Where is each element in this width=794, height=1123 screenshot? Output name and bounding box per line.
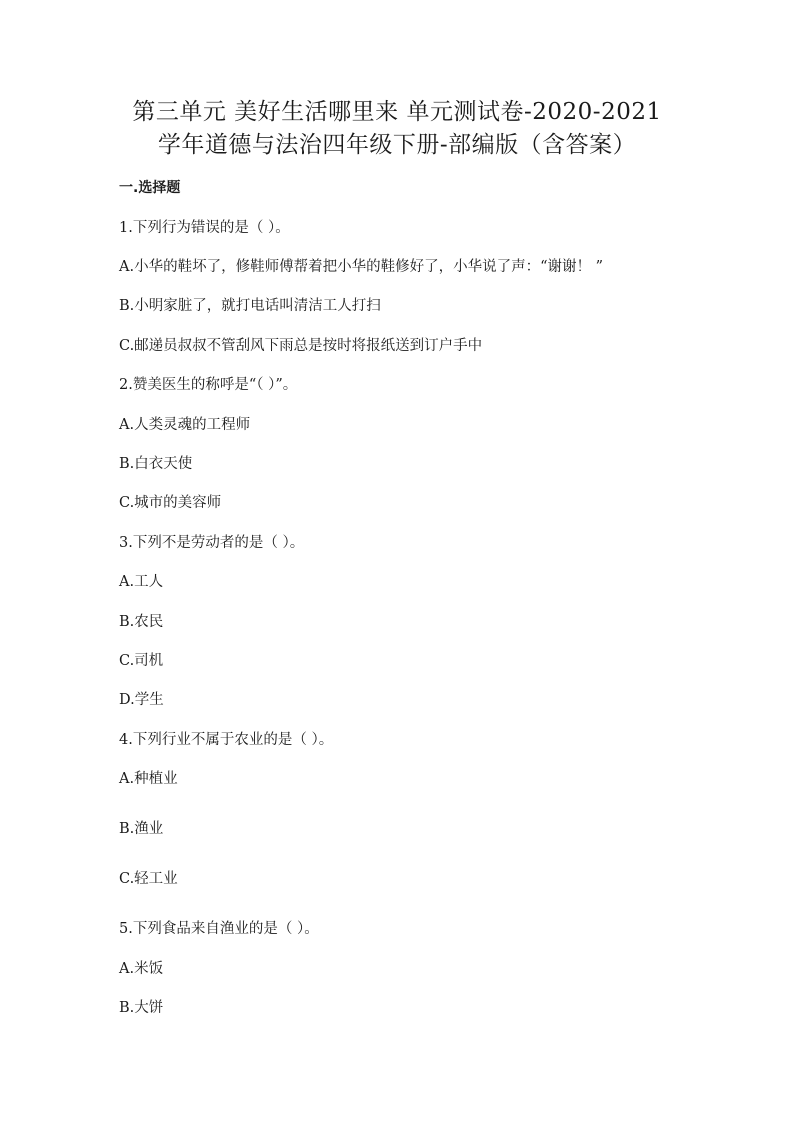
question-4-option-b: B.渔业 [119,821,164,837]
question-5-option-b: B.大饼 [119,1000,164,1016]
question-4-stem: 4.下列行业不属于农业的是（ ）。 [119,732,334,748]
question-3-option-c: C.司机 [119,653,164,669]
question-3-stem: 3.下列不是劳动者的是（ ）。 [119,535,305,551]
question-2-stem: 2.赞美医生的称呼是“（ ）”。 [119,377,298,393]
section-heading: 一.选择题 [119,180,181,196]
question-1-stem: 1.下列行为错误的是（ ）。 [119,220,290,236]
question-5-option-a: A.米饭 [119,961,164,977]
question-1-option-b: B.小明家脏了，就打电话叫清洁工人打扫 [119,298,381,314]
question-3-option-b: B.农民 [119,614,164,630]
question-1-option-a: A.小华的鞋坏了，修鞋师傅帮着把小华的鞋修好了，小华说了声：“谢谢！ ” [119,259,604,275]
question-1-option-c: C.邮递员叔叔不管刮风下雨总是按时将报纸送到订户手中 [119,338,483,354]
question-2-option-b: B.白衣天使 [119,456,193,472]
question-2-option-c: C.城市的美容师 [119,495,222,511]
document-title-line-1: 第三单元 美好生活哪里来 单元测试卷-2020-2021 [132,99,662,125]
question-3-option-d: D.学生 [119,692,164,708]
question-4-option-a: A.种植业 [119,771,178,787]
question-5-stem: 5.下列食品来自渔业的是（ ）。 [119,921,319,937]
question-3-option-a: A.工人 [119,574,164,590]
question-4-option-c: C.轻工业 [119,871,178,887]
document-title-line-2: 学年道德与法治四年级下册-部编版（含答案） [157,132,637,158]
question-2-option-a: A.人类灵魂的工程师 [119,417,251,433]
